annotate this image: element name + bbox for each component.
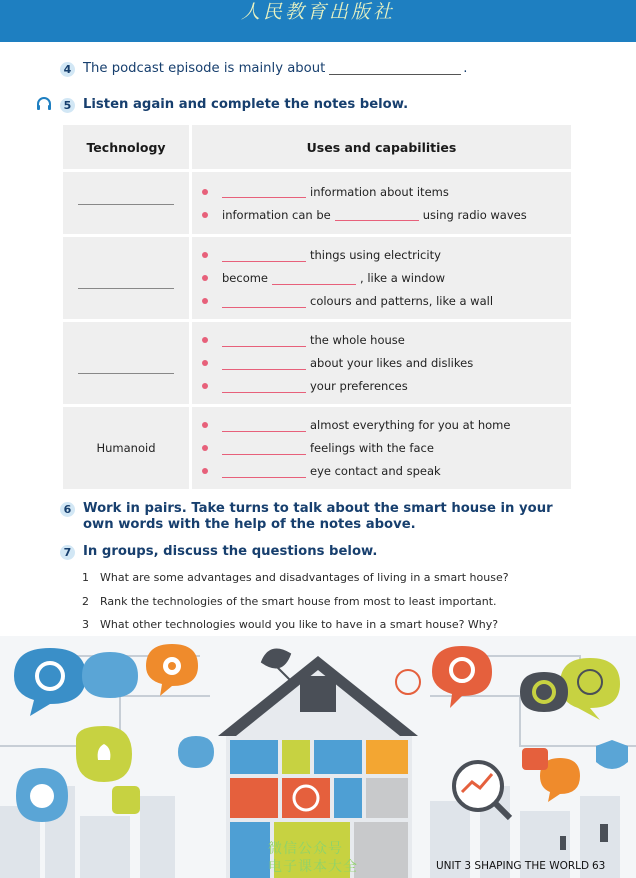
bullet-icon	[202, 337, 208, 343]
item-text: your preferences	[310, 379, 408, 393]
question-5	[60, 97, 408, 113]
column-header-uses: Uses and capabilities	[191, 124, 573, 171]
technology-cell: Humanoid	[62, 406, 191, 491]
list-item	[192, 267, 571, 290]
list-item	[192, 290, 571, 313]
bullet-icon	[202, 445, 208, 451]
answer-blank[interactable]	[222, 357, 306, 370]
discussion-question	[82, 595, 497, 608]
watermark-line-2: 电子课本大全	[268, 859, 358, 875]
answer-blank[interactable]	[222, 334, 306, 347]
answer-blank[interactable]	[222, 380, 306, 393]
question-end: .	[463, 61, 468, 76]
question-7	[60, 544, 377, 560]
list-item	[192, 414, 571, 437]
discussion-question	[82, 618, 498, 631]
question-text: What other technologies would you like to have in a smart house? Why?	[100, 618, 499, 631]
question-text: What are some advantages and disadvantages of living in a smart house?	[100, 571, 509, 584]
item-text-pre: information can be	[222, 207, 331, 222]
technology-blank[interactable]	[78, 203, 174, 205]
list-item	[192, 203, 571, 226]
item-text: , like a window	[360, 271, 446, 285]
answer-blank[interactable]	[272, 272, 356, 285]
bullet-icon	[202, 468, 208, 474]
bullet-icon	[202, 252, 208, 258]
question-text: The podcast episode is mainly about	[83, 61, 326, 76]
question-number: 6	[60, 502, 75, 517]
notes-table	[60, 122, 574, 492]
list-item	[192, 180, 571, 203]
publisher-logo: 人民教育出版社	[240, 1, 395, 23]
table-row	[62, 171, 573, 236]
page-number: 63	[592, 860, 606, 872]
question-index: 3	[82, 618, 89, 631]
discussion-question	[82, 571, 509, 584]
list-item	[192, 329, 571, 352]
technology-cell	[62, 236, 191, 321]
list-item	[192, 352, 571, 375]
question-number: 4	[60, 62, 75, 77]
list-item	[192, 244, 571, 267]
bullet-icon	[202, 189, 208, 195]
bullet-icon	[202, 212, 208, 218]
answer-blank[interactable]	[222, 419, 306, 432]
answer-blank[interactable]	[222, 295, 306, 308]
item-text: colours and patterns, like a wall	[310, 294, 494, 308]
item-text: the whole house	[310, 333, 405, 347]
item-text: using radio waves	[422, 207, 527, 222]
uses-cell	[191, 321, 573, 406]
unit-footer: UNIT 3 SHAPING THE WORLD	[436, 860, 590, 872]
bullet-icon	[202, 383, 208, 389]
item-text: eye contact and speak	[310, 464, 441, 478]
technology-blank[interactable]	[78, 372, 174, 374]
question-text: Rank the technologies of the smart house from most to least important.	[100, 595, 497, 608]
technology-cell	[62, 171, 191, 236]
bullet-icon	[202, 275, 208, 281]
answer-blank[interactable]	[222, 185, 306, 198]
list-item	[192, 460, 571, 483]
list-item	[192, 437, 571, 460]
answer-blank[interactable]	[222, 442, 306, 455]
question-text: Listen again and complete the notes below.	[83, 97, 409, 112]
question-number: 5	[60, 98, 75, 113]
question-text: Work in pairs. Take turns to talk about the smart house in your own words with the help of the notes above.	[83, 501, 553, 532]
table-header-row	[62, 124, 573, 171]
bullet-icon	[202, 422, 208, 428]
question-4	[60, 61, 467, 77]
answer-blank[interactable]	[222, 249, 306, 262]
headphones-icon	[36, 97, 52, 111]
uses-cell	[191, 236, 573, 321]
answer-blank[interactable]	[222, 465, 306, 478]
question-number: 7	[60, 545, 75, 560]
item-text: things using electricity	[310, 248, 441, 262]
bullet-icon	[202, 360, 208, 366]
item-text: almost everything for you at home	[310, 418, 511, 432]
column-header-technology: Technology	[62, 124, 191, 171]
item-text-pre: become	[222, 271, 269, 285]
item-text: about your likes and dislikes	[310, 356, 474, 370]
table-row	[62, 406, 573, 491]
question-index: 2	[82, 595, 89, 608]
question-index: 1	[82, 571, 89, 584]
item-text: information about items	[310, 184, 449, 199]
table-row	[62, 236, 573, 321]
table-row	[62, 321, 573, 406]
uses-cell	[191, 406, 573, 491]
uses-cell	[191, 171, 573, 236]
question-6	[60, 501, 580, 533]
list-item	[192, 375, 571, 398]
answer-blank[interactable]	[335, 208, 419, 221]
answer-blank[interactable]	[329, 61, 461, 75]
technology-cell	[62, 321, 191, 406]
watermark-line-1: 微信公众号	[268, 841, 343, 857]
technology-blank[interactable]	[78, 287, 174, 289]
question-text: In groups, discuss the questions below.	[83, 544, 378, 559]
item-text: feelings with the face	[310, 441, 434, 455]
bullet-icon	[202, 298, 208, 304]
